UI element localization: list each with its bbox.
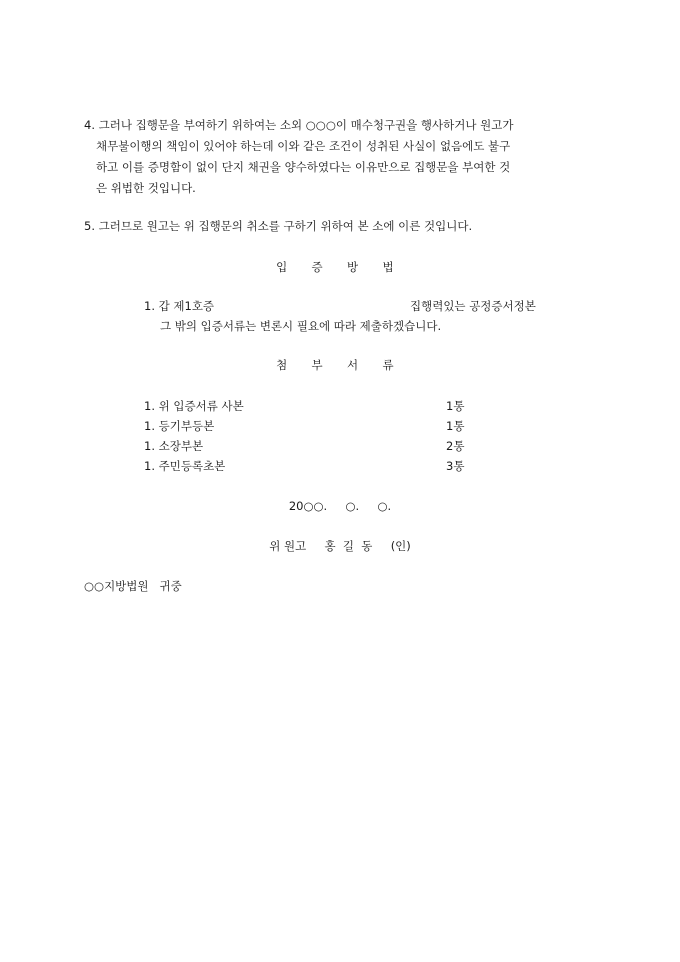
- paragraph-5: 5. 그러므로 원고는 위 집행문의 취소를 구하기 위하여 본 소에 이른 것입니다.: [84, 219, 473, 233]
- court-addressee: ○○지방법원 귀중: [84, 579, 182, 593]
- attachment-label: 1. 소장부본: [144, 439, 204, 453]
- evidence-heading: 입 증 방 법: [276, 260, 404, 274]
- attachment-count: 1통: [446, 399, 465, 413]
- attachments-heading: 첨 부 서 류: [276, 358, 404, 372]
- evidence-item-description: 집행력있는 공정증서정본: [410, 299, 536, 313]
- attachment-label: 1. 위 입증서류 사본: [144, 399, 244, 413]
- paragraph-4-line-3: 하고 이를 증명함이 없이 단지 채권을 양수하였다는 이유만으로 집행문을 부여한 것: [96, 160, 511, 174]
- attachment-count: 2통: [446, 439, 465, 453]
- attachment-count: 3통: [446, 459, 465, 473]
- paragraph-4-line-1: 4. 그러나 집행문을 부여하기 위하여는 소외 ○○○이 매수청구권을 행사하거나 원고가: [84, 118, 514, 132]
- attachment-label: 1. 주민등록초본: [144, 459, 226, 473]
- evidence-note: 그 밖의 입증서류는 변론시 필요에 따라 제출하겠습니다.: [160, 319, 442, 333]
- paragraph-4-line-4: 은 위법한 것입니다.: [96, 181, 196, 195]
- evidence-item-label: 1. 갑 제1호증: [144, 299, 215, 313]
- document-date: 20○○. ○. ○.: [288, 499, 392, 513]
- paragraph-4-line-2: 채무불이행의 책임이 있어야 하는데 이와 같은 조건이 성취된 사실이 없음에도 불구: [96, 139, 511, 153]
- plaintiff-signature: 위 원고 홍 길 동 (인): [269, 539, 411, 553]
- attachment-count: 1통: [446, 419, 465, 433]
- attachment-label: 1. 등기부등본: [144, 419, 215, 433]
